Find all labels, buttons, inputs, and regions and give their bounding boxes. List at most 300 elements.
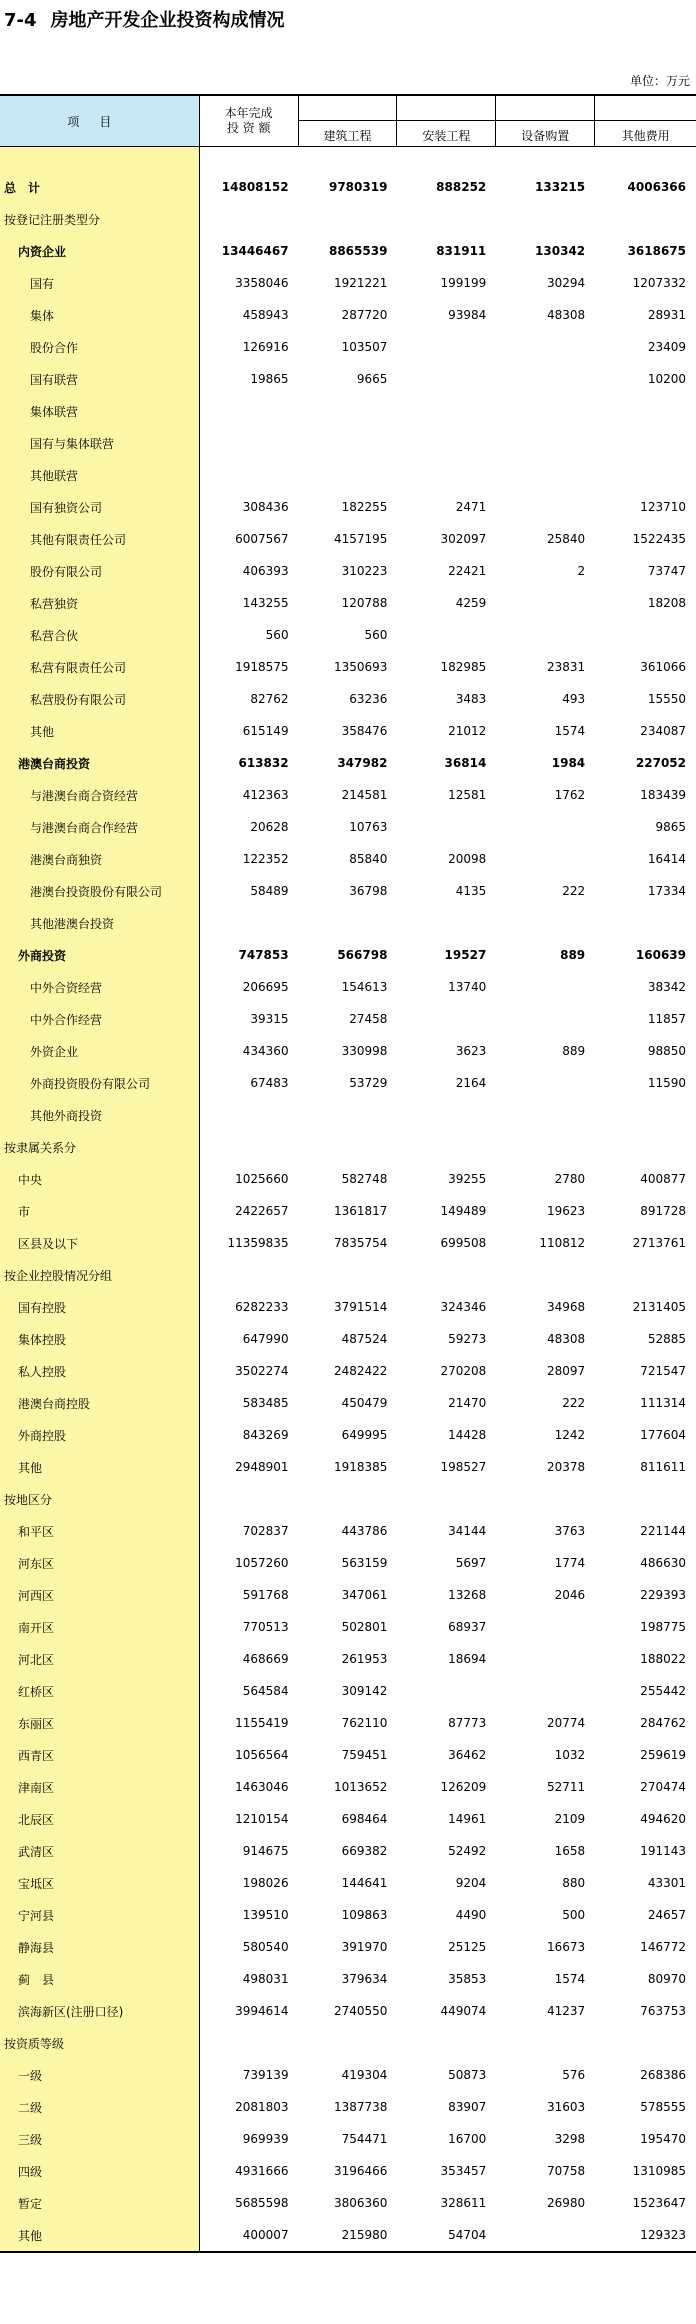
table-row <box>0 299 696 331</box>
row-label: 中外合作经营 <box>0 1003 200 1035</box>
cell-total: 2422657 <box>235 1204 289 1218</box>
cell-construction: 261953 <box>341 1652 388 1666</box>
cell-installation: 3483 <box>455 692 487 706</box>
row-label: 中央 <box>0 1163 200 1195</box>
cell-total: 747853 <box>238 948 289 962</box>
cell-equipment: 19623 <box>546 1204 586 1218</box>
cell-other: 23409 <box>647 340 687 354</box>
cell-construction: 1387738 <box>333 2100 388 2114</box>
cell-installation: 18694 <box>448 1652 487 1666</box>
cell-construction: 330998 <box>341 1044 388 1058</box>
cell-total: 458943 <box>242 308 289 322</box>
row-label: 其他外商投资 <box>0 1099 200 1131</box>
cell-equipment: 34968 <box>546 1300 586 1314</box>
cell-equipment: 1574 <box>554 724 586 738</box>
table-row <box>0 491 696 523</box>
row-label: 四级 <box>0 2155 200 2187</box>
table-row <box>0 1643 696 1675</box>
cell-installation: 12581 <box>448 788 487 802</box>
table-row <box>0 2123 696 2155</box>
cell-other: 4006366 <box>627 180 686 194</box>
row-label: 内资企业 <box>0 235 200 267</box>
row-label: 按资质等级 <box>0 2027 200 2059</box>
table-row <box>0 1387 696 1419</box>
cell-total: 14808152 <box>221 180 289 194</box>
row-label: 私人控股 <box>0 1355 200 1387</box>
cell-equipment: 1032 <box>554 1748 586 1762</box>
cell-total: 3994614 <box>235 2004 289 2018</box>
table-body <box>0 147 696 2251</box>
row-label: 外资企业 <box>0 1035 200 1067</box>
cell-construction: 120788 <box>341 596 388 610</box>
cell-total: 6007567 <box>235 532 289 546</box>
row-label: 国有联营 <box>0 363 200 395</box>
cell-construction: 85840 <box>349 852 388 866</box>
cell-total: 1155419 <box>235 1716 289 1730</box>
cell-total: 82762 <box>250 692 289 706</box>
cell-equipment: 41237 <box>546 2004 586 2018</box>
cell-other: 891728 <box>640 1204 687 1218</box>
cell-equipment: 889 <box>562 1044 586 1058</box>
cell-installation: 198527 <box>440 1460 487 1474</box>
cell-other: 183439 <box>640 788 687 802</box>
cell-equipment: 48308 <box>546 308 586 322</box>
cell-equipment: 2046 <box>554 1588 586 1602</box>
cell-construction: 2740550 <box>333 2004 388 2018</box>
cell-installation: 93984 <box>448 308 487 322</box>
table-row <box>0 2027 696 2059</box>
row-label: 国有 <box>0 267 200 299</box>
cell-installation: 22421 <box>448 564 487 578</box>
row-label: 外商控股 <box>0 1419 200 1451</box>
cell-total: 1025660 <box>235 1172 289 1186</box>
cell-equipment: 1774 <box>554 1556 586 1570</box>
cell-installation: 83907 <box>448 2100 487 2114</box>
table-row <box>0 1675 696 1707</box>
row-label: 集体控股 <box>0 1323 200 1355</box>
cell-installation: 149489 <box>440 1204 487 1218</box>
cell-total: 67483 <box>250 1076 289 1090</box>
cell-construction: 9780319 <box>328 180 388 194</box>
cell-total: 702837 <box>242 1524 289 1538</box>
cell-total: 2948901 <box>235 1460 289 1474</box>
table-row <box>0 1195 696 1227</box>
cell-equipment: 2780 <box>554 1172 586 1186</box>
cell-total: 139510 <box>242 1908 289 1922</box>
cell-total: 468669 <box>242 1652 289 1666</box>
table-row <box>0 363 696 395</box>
cell-installation: 353457 <box>440 2164 487 2178</box>
cell-construction: 358476 <box>341 724 388 738</box>
table-row <box>0 715 696 747</box>
cell-total: 647990 <box>242 1332 289 1346</box>
cell-other: 160639 <box>635 948 687 962</box>
cell-total: 843269 <box>242 1428 289 1442</box>
cell-installation: 21470 <box>448 1396 487 1410</box>
cell-installation: 59273 <box>448 1332 487 1346</box>
table-row <box>0 1323 696 1355</box>
table-row <box>0 1003 696 1035</box>
row-label: 港澳台投资股份有限公司 <box>0 875 200 907</box>
cell-equipment: 889 <box>560 948 586 962</box>
cell-construction: 379634 <box>341 1972 388 1986</box>
cell-other: 111314 <box>640 1396 687 1410</box>
table-row <box>0 779 696 811</box>
cell-equipment: 222 <box>562 1396 586 1410</box>
table-row <box>0 1707 696 1739</box>
cell-equipment: 493 <box>562 692 586 706</box>
cell-total: 2081803 <box>235 2100 289 2114</box>
cell-other: 227052 <box>635 756 687 770</box>
cell-other: 10200 <box>647 372 687 386</box>
table-row <box>0 171 696 203</box>
cell-construction: 1361817 <box>333 1204 388 1218</box>
cell-other: 28931 <box>647 308 687 322</box>
cell-other: 17334 <box>647 884 687 898</box>
cell-equipment: 1984 <box>551 756 586 770</box>
cell-total: 498031 <box>242 1972 289 1986</box>
row-label: 河东区 <box>0 1547 200 1579</box>
cell-installation: 270208 <box>440 1364 487 1378</box>
cell-total: 591768 <box>242 1588 289 1602</box>
cell-total: 739139 <box>242 2068 289 2082</box>
page-title <box>4 6 285 32</box>
table-row <box>0 1099 696 1131</box>
cell-construction: 3806360 <box>333 2196 388 2210</box>
cell-equipment: 25840 <box>546 532 586 546</box>
cell-installation: 39255 <box>448 1172 487 1186</box>
cell-installation: 34144 <box>448 1524 487 1538</box>
cell-construction: 8865539 <box>328 244 388 258</box>
cell-other: 1522435 <box>632 532 687 546</box>
table-row <box>0 811 696 843</box>
row-label: 宁河县 <box>0 1899 200 1931</box>
table-row <box>0 555 696 587</box>
table-row <box>0 2219 696 2251</box>
cell-installation: 2164 <box>455 1076 487 1090</box>
row-label: 按登记注册类型分 <box>0 203 200 235</box>
cell-installation: 831911 <box>436 244 487 258</box>
cell-other: 270474 <box>640 1780 687 1794</box>
cell-other: 177604 <box>640 1428 687 1442</box>
table-row <box>0 427 696 459</box>
table-row <box>0 1227 696 1259</box>
cell-other: 80970 <box>647 1972 687 1986</box>
cell-installation: 36814 <box>444 756 487 770</box>
row-label: 津南区 <box>0 1771 200 1803</box>
cell-equipment: 48308 <box>546 1332 586 1346</box>
row-label: 北辰区 <box>0 1803 200 1835</box>
cell-equipment: 500 <box>562 1908 586 1922</box>
cell-total: 206695 <box>242 980 289 994</box>
cell-equipment: 30294 <box>546 276 586 290</box>
row-label: 区县及以下 <box>0 1227 200 1259</box>
table-row <box>0 1611 696 1643</box>
header-total-line1: 本年完成 <box>224 106 273 120</box>
cell-construction: 450479 <box>341 1396 388 1410</box>
table-row <box>0 459 696 491</box>
cell-other: 2131405 <box>632 1300 687 1314</box>
cell-installation: 36462 <box>448 1748 487 1762</box>
cell-installation: 324346 <box>440 1300 487 1314</box>
cell-construction: 563159 <box>341 1556 388 1570</box>
cell-other: 1310985 <box>632 2164 687 2178</box>
cell-total: 126916 <box>242 340 289 354</box>
row-label: 其他 <box>0 1451 200 1483</box>
cell-total: 434360 <box>242 1044 289 1058</box>
cell-construction: 698464 <box>341 1812 388 1826</box>
cell-total: 1210154 <box>235 1812 289 1826</box>
cell-other: 129323 <box>640 2228 687 2242</box>
table-row <box>0 1355 696 1387</box>
cell-construction: 310223 <box>341 564 388 578</box>
cell-installation: 4135 <box>455 884 487 898</box>
cell-equipment: 16673 <box>546 1940 586 1954</box>
table-row <box>0 1163 696 1195</box>
table-row <box>0 1803 696 1835</box>
table-row <box>0 331 696 363</box>
row-label: 一级 <box>0 2059 200 2091</box>
cell-other: 191143 <box>640 1844 687 1858</box>
row-label: 其他 <box>0 715 200 747</box>
table-row <box>0 2059 696 2091</box>
cell-equipment: 222 <box>562 884 586 898</box>
cell-other: 123710 <box>640 500 687 514</box>
cell-installation: 13268 <box>448 1588 487 1602</box>
cell-installation: 87773 <box>448 1716 487 1730</box>
cell-equipment: 2109 <box>554 1812 586 1826</box>
cell-installation: 9204 <box>455 1876 487 1890</box>
row-label: 私营独资 <box>0 587 200 619</box>
cell-construction: 3791514 <box>333 1300 388 1314</box>
cell-equipment: 26980 <box>546 2196 586 2210</box>
row-label: 中外合资经营 <box>0 971 200 1003</box>
cell-installation: 25125 <box>448 1940 487 1954</box>
cell-total: 198026 <box>242 1876 289 1890</box>
cell-total: 3502274 <box>235 1364 289 1378</box>
row-label: 集体 <box>0 299 200 331</box>
cell-construction: 3196466 <box>333 2164 388 2178</box>
cell-other: 229393 <box>640 1588 687 1602</box>
row-label: 蓟 县 <box>0 1963 200 1995</box>
row-label: 私营合伙 <box>0 619 200 651</box>
cell-other: 578555 <box>640 2100 687 2114</box>
cell-installation: 21012 <box>448 724 487 738</box>
cell-construction: 347982 <box>337 756 388 770</box>
cell-construction: 502801 <box>341 1620 388 1634</box>
cell-other: 198775 <box>640 1620 687 1634</box>
table-row <box>0 1963 696 1995</box>
cell-construction: 144641 <box>341 1876 388 1890</box>
cell-construction: 309142 <box>341 1684 388 1698</box>
row-label: 股份合作 <box>0 331 200 363</box>
cell-installation: 182985 <box>440 660 487 674</box>
cell-installation: 328611 <box>440 2196 487 2210</box>
cell-total: 5685598 <box>235 2196 289 2210</box>
row-label: 市 <box>0 1195 200 1227</box>
cell-installation: 5697 <box>455 1556 487 1570</box>
row-label: 外商投资 <box>0 939 200 971</box>
header-total <box>200 96 299 146</box>
cell-construction: 762110 <box>341 1716 388 1730</box>
cell-total: 1918575 <box>235 660 289 674</box>
cell-installation: 16700 <box>448 2132 487 2146</box>
cell-construction: 214581 <box>341 788 388 802</box>
table-row <box>0 2091 696 2123</box>
cell-other: 73747 <box>647 564 687 578</box>
table-row <box>0 1899 696 1931</box>
cell-installation: 126209 <box>440 1780 487 1794</box>
cell-total: 19865 <box>250 372 289 386</box>
cell-installation: 54704 <box>448 2228 487 2242</box>
row-label: 暂定 <box>0 2187 200 2219</box>
cell-other: 2713761 <box>632 1236 687 1250</box>
table-row <box>0 267 696 299</box>
cell-total: 3358046 <box>235 276 289 290</box>
row-label: 外商投资股份有限公司 <box>0 1067 200 1099</box>
cell-other: 234087 <box>640 724 687 738</box>
table-row <box>0 1259 696 1291</box>
row-label: 滨海新区(注册口径) <box>0 1995 200 2027</box>
cell-construction: 53729 <box>349 1076 388 1090</box>
cell-construction: 10763 <box>349 820 388 834</box>
table-row <box>0 1931 696 1963</box>
cell-total: 1056564 <box>235 1748 289 1762</box>
cell-other: 255442 <box>640 1684 687 1698</box>
row-label: 三级 <box>0 2123 200 2155</box>
cell-other: 221144 <box>640 1524 687 1538</box>
cell-installation: 14428 <box>448 1428 487 1442</box>
cell-construction: 154613 <box>341 980 388 994</box>
row-label: 港澳台商控股 <box>0 1387 200 1419</box>
cell-total: 20628 <box>250 820 289 834</box>
cell-construction: 182255 <box>341 500 388 514</box>
row-label: 按隶属关系分 <box>0 1131 200 1163</box>
cell-installation: 449074 <box>440 2004 487 2018</box>
cell-total: 613832 <box>238 756 289 770</box>
table-row <box>0 1547 696 1579</box>
cell-equipment: 20774 <box>546 1716 586 1730</box>
table-row <box>0 1867 696 1899</box>
cell-total: 1463046 <box>235 1780 289 1794</box>
cell-construction: 419304 <box>341 2068 388 2082</box>
cell-equipment: 2 <box>577 564 586 578</box>
table-row <box>0 395 696 427</box>
table-row <box>0 2187 696 2219</box>
row-label: 其他 <box>0 2219 200 2251</box>
cell-total: 58489 <box>250 884 289 898</box>
cell-construction: 560 <box>364 628 388 642</box>
cell-installation: 14961 <box>448 1812 487 1826</box>
cell-other: 361066 <box>640 660 687 674</box>
table-spacer <box>0 147 696 171</box>
cell-other: 284762 <box>640 1716 687 1730</box>
table-row <box>0 1131 696 1163</box>
cell-total: 6282233 <box>235 1300 289 1314</box>
cell-equipment: 130342 <box>535 244 586 258</box>
table-row <box>0 1771 696 1803</box>
cell-other: 11857 <box>647 1012 687 1026</box>
cell-equipment: 70758 <box>546 2164 586 2178</box>
cell-other: 268386 <box>640 2068 687 2082</box>
cell-other: 494620 <box>640 1812 687 1826</box>
table-row <box>0 587 696 619</box>
table-row <box>0 1579 696 1611</box>
row-label: 国有独资公司 <box>0 491 200 523</box>
cell-construction: 63236 <box>349 692 388 706</box>
cell-other: 9865 <box>655 820 687 834</box>
row-label: 河西区 <box>0 1579 200 1611</box>
cell-installation: 68937 <box>448 1620 487 1634</box>
cell-construction: 566798 <box>337 948 388 962</box>
row-label: 西青区 <box>0 1739 200 1771</box>
cell-total: 1057260 <box>235 1556 289 1570</box>
row-label: 按地区分 <box>0 1483 200 1515</box>
cell-construction: 669382 <box>341 1844 388 1858</box>
cell-total: 560 <box>265 628 289 642</box>
row-label: 股份有限公司 <box>0 555 200 587</box>
cell-total: 400007 <box>242 2228 289 2242</box>
table-row <box>0 2155 696 2187</box>
header-col-installation: 安装工程 <box>397 96 496 146</box>
cell-total: 39315 <box>250 1012 289 1026</box>
table-row <box>0 1483 696 1515</box>
cell-installation: 20098 <box>448 852 487 866</box>
cell-equipment: 1242 <box>554 1428 586 1442</box>
cell-other: 16414 <box>647 852 687 866</box>
row-label: 集体联营 <box>0 395 200 427</box>
cell-construction: 109863 <box>341 1908 388 1922</box>
cell-total: 914675 <box>242 1844 289 1858</box>
table-row <box>0 1451 696 1483</box>
cell-total: 412363 <box>242 788 289 802</box>
cell-installation: 302097 <box>440 532 487 546</box>
table-row <box>0 1067 696 1099</box>
cell-total: 583485 <box>242 1396 289 1410</box>
header-col-construction: 建筑工程 <box>299 96 398 146</box>
header-total-line2: 投 资 额 <box>226 121 271 135</box>
row-label: 东丽区 <box>0 1707 200 1739</box>
cell-equipment: 31603 <box>546 2100 586 2114</box>
cell-installation: 699508 <box>440 1236 487 1250</box>
cell-installation: 13740 <box>448 980 487 994</box>
header-item: 项目 <box>0 96 200 146</box>
table-row <box>0 1739 696 1771</box>
cell-construction: 103507 <box>341 340 388 354</box>
cell-other: 259619 <box>640 1748 687 1762</box>
cell-construction: 582748 <box>341 1172 388 1186</box>
cell-other: 811611 <box>640 1460 687 1474</box>
cell-other: 146772 <box>640 1940 687 1954</box>
cell-total: 4931666 <box>235 2164 289 2178</box>
row-label: 武清区 <box>0 1835 200 1867</box>
cell-installation: 50873 <box>448 2068 487 2082</box>
row-label: 其他联营 <box>0 459 200 491</box>
table-row <box>0 939 696 971</box>
row-label: 港澳台商投资 <box>0 747 200 779</box>
cell-equipment: 1658 <box>554 1844 586 1858</box>
cell-other: 1207332 <box>632 276 687 290</box>
cell-other: 15550 <box>647 692 687 706</box>
cell-total: 406393 <box>242 564 289 578</box>
cell-construction: 1350693 <box>333 660 388 674</box>
row-label: 和平区 <box>0 1515 200 1547</box>
row-label: 宝坻区 <box>0 1867 200 1899</box>
cell-construction: 1921221 <box>333 276 388 290</box>
cell-construction: 347061 <box>341 1588 388 1602</box>
cell-construction: 754471 <box>341 2132 388 2146</box>
cell-total: 580540 <box>242 1940 289 1954</box>
